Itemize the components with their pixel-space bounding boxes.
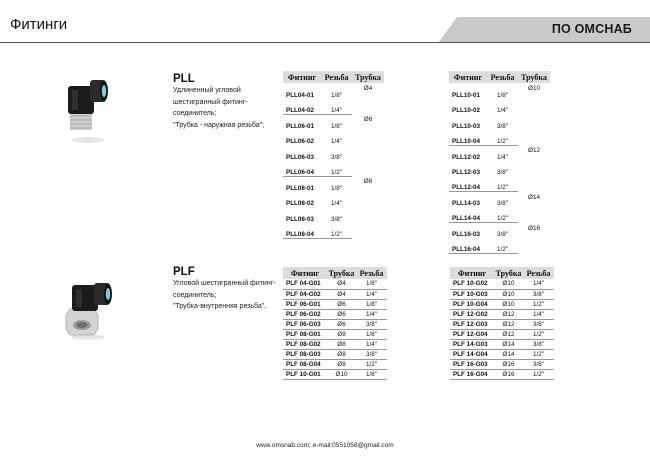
thread-size: 3/8" bbox=[497, 200, 508, 207]
col-header: Резьба bbox=[321, 71, 352, 83]
col-header: Трубка bbox=[495, 268, 522, 278]
col-header: Трубка bbox=[328, 268, 355, 278]
thread-size: 1/4" bbox=[321, 99, 352, 115]
tube-diameter: Ø6 bbox=[337, 310, 346, 318]
fitting-code: PLL08-04 bbox=[283, 223, 321, 239]
fitting-code: PLL14-03 bbox=[452, 200, 480, 207]
fitting-code: PLL10-02 bbox=[452, 107, 480, 114]
tube-diameter: Ø12 bbox=[502, 320, 515, 328]
col-header: Фитинг bbox=[450, 267, 494, 279]
fitting-code: PLL06-03 bbox=[286, 153, 314, 161]
col-header: Резьба bbox=[487, 71, 518, 83]
tube-diameter: Ø4 bbox=[337, 280, 346, 288]
pll-table-2 bbox=[449, 71, 550, 254]
pll-desc-line: шестигранный фитинг- bbox=[173, 98, 248, 106]
pll-code: PLL bbox=[173, 73, 195, 85]
plf-description bbox=[173, 278, 276, 313]
pll-desc-line: Удлиненный угловой bbox=[173, 87, 241, 94]
table-row bbox=[283, 329, 387, 339]
table-row bbox=[449, 223, 550, 239]
plf-fitting-image bbox=[64, 279, 114, 341]
tube-diameter: Ø14 bbox=[502, 340, 515, 348]
thread-size: 1/2" bbox=[533, 370, 544, 378]
fitting-code: PLL04-01 bbox=[286, 91, 314, 99]
fitting-code: PLF 06-G03 bbox=[286, 320, 321, 328]
fitting-code: PLL08-03 bbox=[286, 215, 314, 223]
thread-size: 1/8" bbox=[366, 280, 377, 288]
fitting-code: PLF 04-G01 bbox=[286, 280, 321, 288]
thread-size: 1/2" bbox=[487, 207, 518, 223]
pll-desc-line: соединитель; bbox=[173, 110, 217, 117]
fitting-code: PLF 04-G02 bbox=[286, 290, 321, 298]
fitting-code: PLL06-04 bbox=[283, 161, 321, 177]
page-title: Фитинги bbox=[10, 16, 68, 33]
header-divider bbox=[0, 42, 650, 43]
plf-desc-line: соединитель; bbox=[173, 291, 217, 299]
thread-size: 3/8" bbox=[331, 215, 342, 223]
table-row bbox=[450, 299, 554, 309]
plf-desc-line: Угловой шестигранный фитинг- bbox=[173, 280, 276, 287]
fitting-code: PLF 08-G01 bbox=[286, 330, 321, 338]
tube-diameter: Ø16 bbox=[502, 370, 515, 378]
fitting-code: PLL16-04 bbox=[449, 238, 487, 254]
table-row bbox=[450, 369, 554, 379]
table-row bbox=[283, 349, 387, 359]
table-row bbox=[450, 289, 554, 299]
thread-size: 1/8" bbox=[366, 300, 377, 308]
tube-diameter: Ø6 bbox=[337, 300, 346, 308]
tube-diameter: Ø8 bbox=[337, 340, 346, 348]
fitting-code: PLF 06-G02 bbox=[286, 310, 321, 318]
brand-name: ПО ОМСНАБ bbox=[551, 22, 632, 36]
thread-size: 1/4" bbox=[366, 340, 377, 348]
table-row bbox=[283, 369, 387, 379]
thread-size: 3/8" bbox=[533, 290, 544, 298]
thread-size: 1/2" bbox=[487, 238, 518, 254]
fitting-code: PLL06-02 bbox=[286, 138, 314, 145]
thread-size: 1/4" bbox=[366, 290, 377, 298]
thread-size: 3/8" bbox=[497, 231, 508, 238]
tube-diameter: Ø12 bbox=[502, 330, 515, 338]
fitting-code: PLF 10-G04 bbox=[453, 300, 488, 308]
thread-size: 3/8" bbox=[533, 320, 544, 328]
tube-diameter: Ø10 bbox=[335, 370, 348, 378]
plf-code: PLF bbox=[173, 266, 195, 278]
table-row bbox=[450, 359, 554, 369]
tube-diameter: Ø8 bbox=[337, 360, 346, 368]
tube-diameter: Ø10 bbox=[528, 85, 540, 92]
fitting-code: PLF 14-G03 bbox=[453, 340, 488, 348]
thread-size: 3/8" bbox=[497, 169, 508, 176]
fitting-code: PLF 16-G03 bbox=[453, 360, 488, 368]
col-header: Фитинг bbox=[449, 71, 487, 83]
tube-diameter: Ø12 bbox=[528, 147, 540, 154]
thread-size: 1/2" bbox=[321, 161, 352, 177]
fitting-code: PLF 10-G02 bbox=[453, 280, 488, 288]
table-row bbox=[449, 145, 550, 161]
tube-diameter: Ø10 bbox=[502, 300, 515, 308]
thread-size: 1/4" bbox=[366, 310, 377, 318]
tube-diameter: Ø8 bbox=[363, 178, 373, 185]
fitting-code: PLF 16-G04 bbox=[453, 370, 488, 378]
tube-diameter: Ø4 bbox=[363, 85, 373, 92]
plf-table-1 bbox=[283, 267, 387, 380]
tube-diameter: Ø14 bbox=[528, 193, 540, 201]
thread-size: 1/4" bbox=[533, 280, 544, 288]
table-row bbox=[283, 359, 387, 369]
plf-table-2 bbox=[450, 267, 554, 380]
table-row bbox=[449, 192, 550, 208]
tube-diameter: Ø12 bbox=[502, 310, 515, 318]
fitting-code: PLF 10-G03 bbox=[453, 290, 488, 298]
fitting-code: PLF 08-G02 bbox=[286, 340, 321, 348]
tube-diameter: Ø10 bbox=[502, 290, 515, 298]
thread-size: 3/8" bbox=[497, 122, 508, 130]
tube-diameter: Ø8 bbox=[337, 330, 346, 338]
plf-desc-line: "Трубка-внутренняя резьба". bbox=[173, 303, 267, 310]
fitting-code: PLL14-04 bbox=[449, 207, 487, 223]
thread-size: 1/2" bbox=[321, 223, 352, 239]
fitting-code: PLF 12-G02 bbox=[453, 310, 488, 318]
thread-size: 1/2" bbox=[366, 360, 377, 368]
tube-diameter: Ø6 bbox=[363, 116, 373, 123]
tube-diameter: Ø4 bbox=[337, 290, 346, 298]
thread-size: 3/8" bbox=[533, 360, 544, 368]
table-row bbox=[450, 339, 554, 349]
pll-description bbox=[173, 85, 264, 131]
table-row bbox=[450, 309, 554, 319]
thread-size: 1/8" bbox=[497, 91, 508, 99]
fitting-code: PLF 12-G03 bbox=[453, 320, 488, 328]
table-row bbox=[283, 176, 384, 192]
thread-size: 1/4" bbox=[497, 107, 508, 114]
footer-contacts: www.omsnab.com; e-mail:0551058@gmail.com bbox=[256, 442, 394, 449]
fitting-code: PLL12-04 bbox=[449, 176, 487, 192]
col-header: Трубка bbox=[518, 71, 550, 83]
fitting-code: PLL08-01 bbox=[286, 184, 314, 192]
table-row bbox=[283, 299, 387, 309]
table-row bbox=[283, 114, 384, 130]
pll-table-1 bbox=[283, 71, 384, 239]
thread-size: 1/4" bbox=[331, 200, 342, 207]
thread-size: 1/2" bbox=[487, 176, 518, 192]
thread-size: 1/8" bbox=[366, 330, 377, 338]
table-row bbox=[283, 289, 387, 299]
fitting-code: PLF 12-G04 bbox=[453, 330, 488, 338]
table-row bbox=[449, 83, 550, 99]
fitting-code: PLL12-03 bbox=[452, 169, 480, 176]
fitting-code: PLL10-04 bbox=[449, 130, 487, 146]
fitting-code: PLL12-02 bbox=[452, 153, 480, 161]
thread-size: 1/2" bbox=[533, 350, 544, 358]
table-row bbox=[450, 279, 554, 289]
pll-desc-line: "Трубка - наружная резьба"; bbox=[173, 121, 265, 129]
fitting-code: PLF 08-G04 bbox=[286, 360, 321, 368]
thread-size: 1/2" bbox=[487, 130, 518, 146]
fitting-code: PLF 08-G03 bbox=[286, 350, 321, 358]
tube-diameter: Ø16 bbox=[528, 224, 540, 232]
fitting-code: PLL16-03 bbox=[452, 231, 480, 238]
tube-diameter: Ø14 bbox=[502, 350, 515, 358]
tube-diameter: Ø8 bbox=[337, 350, 346, 358]
thread-size: 1/8" bbox=[366, 370, 377, 378]
fitting-code: PLL08-02 bbox=[286, 200, 314, 207]
pll-fitting-image bbox=[62, 72, 110, 144]
table-row bbox=[450, 329, 554, 339]
fitting-code: PLF 14-G04 bbox=[453, 350, 488, 358]
thread-size: 1/4" bbox=[533, 310, 544, 318]
thread-size: 1/2" bbox=[533, 330, 544, 338]
thread-size: 3/8" bbox=[366, 350, 377, 358]
fitting-code: PLL04-02 bbox=[283, 99, 321, 115]
fitting-code: PLL06-01 bbox=[286, 122, 314, 130]
table-row bbox=[283, 309, 387, 319]
col-header: Трубка bbox=[352, 71, 384, 83]
col-header: Резьба bbox=[523, 267, 554, 279]
thread-size: 1/4" bbox=[331, 138, 342, 145]
table-row bbox=[283, 279, 387, 289]
table-row bbox=[283, 83, 384, 99]
table-row bbox=[450, 319, 554, 329]
thread-size: 3/8" bbox=[331, 153, 342, 161]
tube-diameter: Ø16 bbox=[502, 360, 515, 368]
col-header: Фитинг bbox=[283, 71, 321, 83]
thread-size: 1/4" bbox=[497, 153, 508, 161]
thread-size: 3/8" bbox=[366, 320, 377, 328]
thread-size: 3/8" bbox=[533, 340, 544, 348]
col-header: Резьба bbox=[356, 267, 387, 279]
fitting-code: PLF 06-G01 bbox=[286, 300, 321, 308]
table-row bbox=[283, 339, 387, 349]
fitting-code: PLL10-01 bbox=[452, 91, 480, 99]
thread-size: 1/8" bbox=[331, 122, 342, 130]
thread-size: 1/2" bbox=[533, 300, 544, 308]
col-header: Фитинг bbox=[283, 267, 327, 279]
tube-diameter: Ø6 bbox=[337, 320, 346, 328]
table-row bbox=[450, 349, 554, 359]
table-row bbox=[283, 319, 387, 329]
tube-diameter: Ø10 bbox=[502, 280, 515, 288]
thread-size: 1/8" bbox=[331, 91, 342, 99]
fitting-code: PLF 10-G01 bbox=[286, 370, 321, 378]
thread-size: 1/8" bbox=[331, 184, 342, 192]
fitting-code: PLL10-03 bbox=[452, 122, 480, 130]
